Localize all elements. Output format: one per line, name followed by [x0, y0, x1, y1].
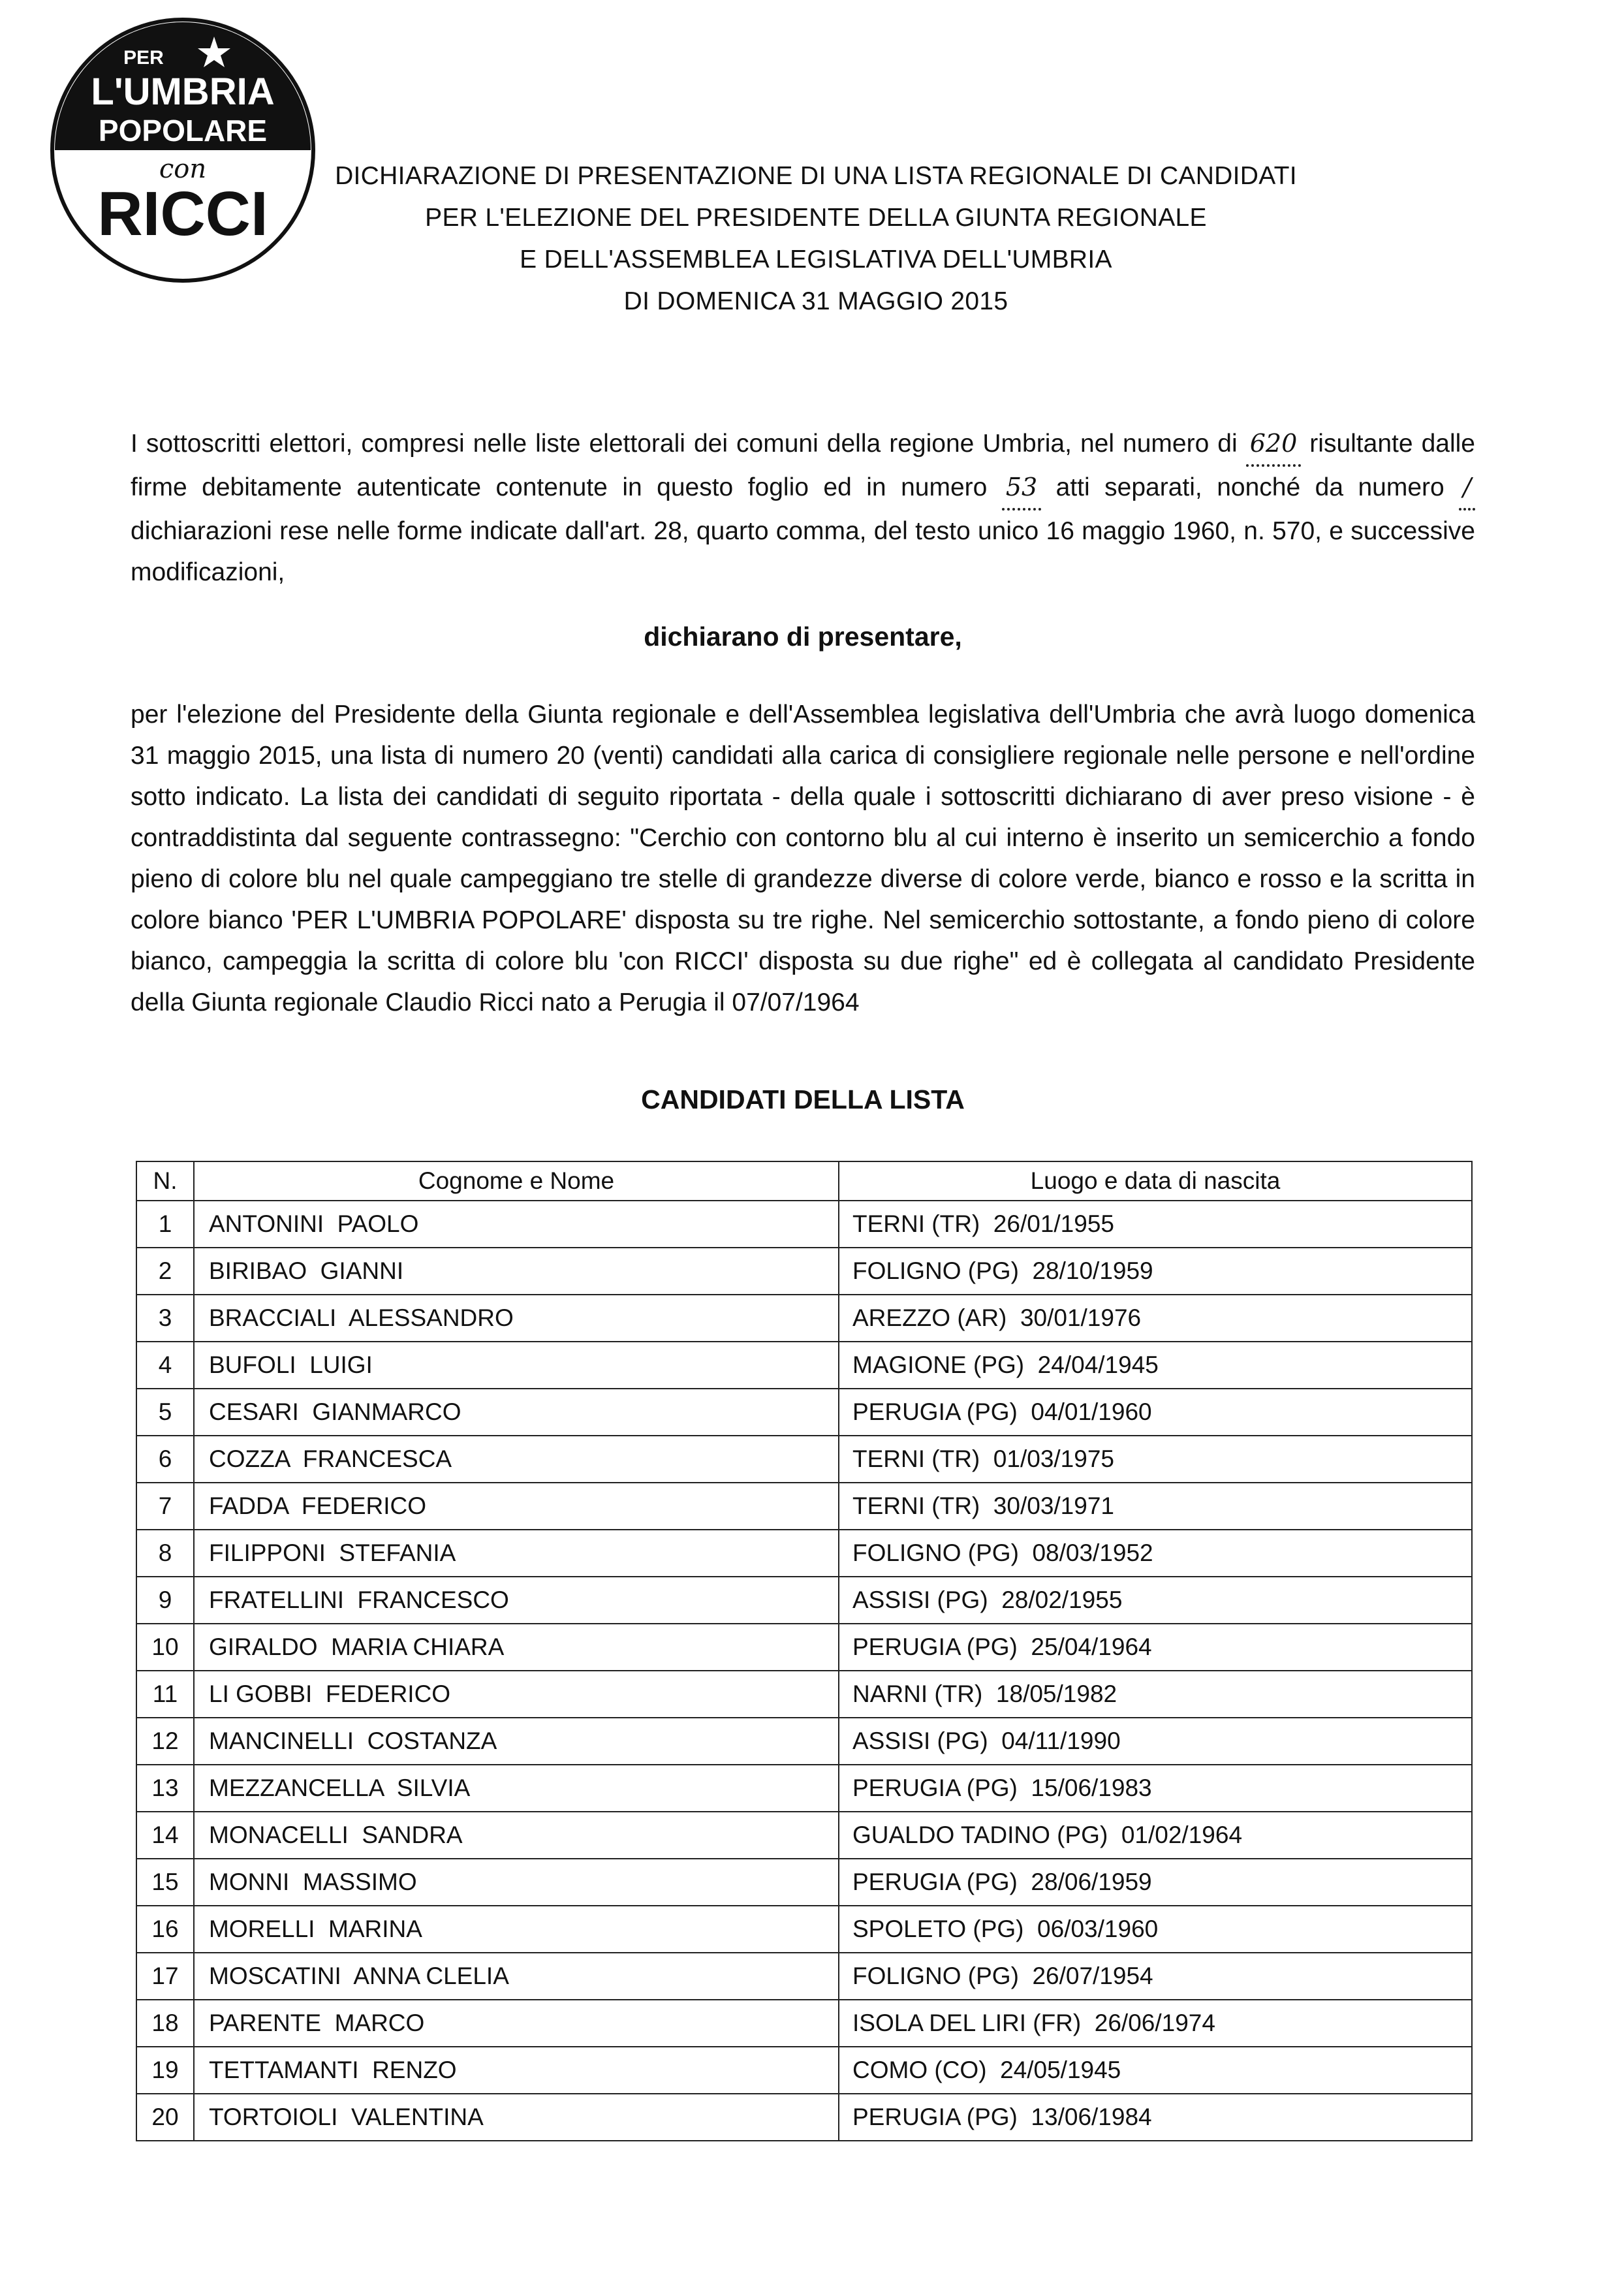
candidate-birth: COMO (CO) 24/05/1945 [839, 2047, 1472, 2094]
candidate-birth: SPOLETO (PG) 06/03/1960 [839, 1906, 1472, 1953]
candidate-number: 19 [136, 2047, 194, 2094]
candidate-number: 1 [136, 1201, 194, 1248]
heading-line-3: E DELL'ASSEMBLEA LEGISLATIVA DELL'UMBRIA [520, 245, 1112, 274]
body-paragraph: per l'elezione del Presidente della Giunta regionale e dell'Assemblea legislativa dell'Umbria che avrà luogo domenica 31 maggio 2015, una lista di numero 20 (venti) candidati alla carica di consigliere regionale nelle persone e nell'ordine sotto indicato. La lista dei candidati di seguito riportata - della quale i sottoscritti dichiarano di aver preso visione - è contraddistinta dal seguente contrassegno: "Cerchio con contorno blu al cui interno è inserito un semicerchio a fondo pieno di colore blu nel quale campeggiano tre stelle di grandezze diverse di colore verde, bianco e rosso e la scritta in colore bianco 'PER L'UMBRIA POPOLARE' disposta su tre righe. Nel semicerchio sottostante, a fondo pieno di colore bianco, campeggia la scritta di colore blu 'con RICCI' disposta su due righe" ed è collegata al candidato Presidente della Giunta regionale Claudio Ricci nato a Perugia il 07/07/1964 [131, 701, 1475, 1017]
candidate-birth: TERNI (TR) 26/01/1955 [839, 1201, 1472, 1248]
candidate-name: ANTONINI PAOLO [194, 1201, 839, 1248]
candidate-birth: FOLIGNO (PG) 28/10/1959 [839, 1248, 1472, 1295]
table-row [136, 1624, 1472, 1671]
candidate-birth: FOLIGNO (PG) 08/03/1952 [839, 1530, 1472, 1577]
candidate-name: BUFOLI LUIGI [194, 1342, 839, 1389]
intro-text-2: risultante dalle firme debitamente autenticate contenute in questo foglio ed in numero [131, 430, 1475, 501]
candidate-birth: PERUGIA (PG) 25/04/1964 [839, 1624, 1472, 1671]
intro-text-3: atti separati, nonché da numero [1055, 473, 1444, 501]
candidate-name: MONNI MASSIMO [194, 1859, 839, 1906]
candidate-name: TORTOIOLI VALENTINA [194, 2094, 839, 2141]
candidate-name: MONACELLI SANDRA [194, 1812, 839, 1859]
table-row [136, 1342, 1472, 1389]
candidate-name: MOSCATINI ANNA CLELIA [194, 1953, 839, 2000]
candidate-birth: NARNI (TR) 18/05/1982 [839, 1671, 1472, 1718]
heading-line-4: DI DOMENICA 31 MAGGIO 2015 [623, 287, 1008, 315]
candidate-number: 11 [136, 1671, 194, 1718]
candidate-birth: AREZZO (AR) 30/01/1976 [839, 1295, 1472, 1342]
candidate-number: 14 [136, 1812, 194, 1859]
candidate-number: 12 [136, 1718, 194, 1765]
candidate-number: 2 [136, 1248, 194, 1295]
candidate-name: COZZA FRANCESCA [194, 1436, 839, 1483]
table-row [136, 1671, 1472, 1718]
candidate-name: MORELLI MARINA [194, 1906, 839, 1953]
heading-line-1: DICHIARAZIONE DI PRESENTAZIONE DI UNA LISTA REGIONALE DI CANDIDATI [335, 162, 1297, 190]
candidate-name: LI GOBBI FEDERICO [194, 1671, 839, 1718]
table-row [136, 2047, 1472, 2094]
candidate-number: 3 [136, 1295, 194, 1342]
candidate-birth: MAGIONE (PG) 24/04/1945 [839, 1342, 1472, 1389]
candidate-birth: TERNI (TR) 30/03/1971 [839, 1483, 1472, 1530]
table-row [136, 1248, 1472, 1295]
intro-paragraph [131, 423, 1475, 593]
candidate-birth: PERUGIA (PG) 28/06/1959 [839, 1859, 1472, 1906]
candidate-name: CESARI GIANMARCO [194, 1389, 839, 1436]
candidate-number: 20 [136, 2094, 194, 2141]
candidate-number: 13 [136, 1765, 194, 1812]
header-name: Cognome e Nome [194, 1161, 839, 1201]
handwritten-separate-acts: 53 [1002, 467, 1041, 511]
header-number: N. [136, 1161, 194, 1201]
candidate-name: MANCINELLI COSTANZA [194, 1718, 839, 1765]
candidate-birth: FOLIGNO (PG) 26/07/1954 [839, 1953, 1472, 2000]
candidate-name: BIRIBAO GIANNI [194, 1248, 839, 1295]
candidate-number: 16 [136, 1906, 194, 1953]
logo-line-per: PER [123, 47, 164, 69]
table-row [136, 1718, 1472, 1765]
candidates-table [136, 1161, 1473, 2141]
candidate-number: 5 [136, 1389, 194, 1436]
candidate-name: BRACCIALI ALESSANDRO [194, 1295, 839, 1342]
candidate-name: MEZZANCELLA SILVIA [194, 1765, 839, 1812]
heading-line-2: PER L'ELEZIONE DEL PRESIDENTE DELLA GIUNTA REGIONALE [425, 204, 1207, 232]
candidate-birth: GUALDO TADINO (PG) 01/02/1964 [839, 1812, 1472, 1859]
candidate-name: TETTAMANTI RENZO [194, 2047, 839, 2094]
candidate-number: 15 [136, 1859, 194, 1906]
candidate-number: 9 [136, 1577, 194, 1624]
candidate-number: 17 [136, 1953, 194, 2000]
candidate-birth: PERUGIA (PG) 04/01/1960 [839, 1389, 1472, 1436]
candidate-name: FILIPPONI STEFANIA [194, 1530, 839, 1577]
table-row [136, 1436, 1472, 1483]
candidate-birth: TERNI (TR) 01/03/1975 [839, 1436, 1472, 1483]
table-row [136, 2094, 1472, 2141]
candidate-number: 10 [136, 1624, 194, 1671]
document-heading [261, 155, 1371, 323]
candidate-birth: ASSISI (PG) 04/11/1990 [839, 1718, 1472, 1765]
candidate-number: 6 [136, 1436, 194, 1483]
candidates-table-container [136, 1161, 1473, 2141]
candidate-birth: ISOLA DEL LIRI (FR) 26/06/1974 [839, 2000, 1472, 2047]
declare-title: dichiarano di presentare, [644, 622, 962, 652]
table-row [136, 1530, 1472, 1577]
logo-line-popolare: POPOLARE [98, 114, 268, 148]
handwritten-declarations: / [1459, 467, 1475, 511]
list-title: CANDIDATI DELLA LISTA [641, 1084, 965, 1114]
table-row [136, 1906, 1472, 1953]
candidate-name: GIRALDO MARIA CHIARA [194, 1624, 839, 1671]
table-row [136, 1812, 1472, 1859]
intro-text-4: dichiarazioni rese nelle forme indicate dall'art. 28, quarto comma, del testo unico 16 maggio 1960, n. 570, e successive modificazioni, [131, 517, 1475, 586]
candidate-birth: ASSISI (PG) 28/02/1955 [839, 1577, 1472, 1624]
candidate-number: 8 [136, 1530, 194, 1577]
logo-line-con: con [159, 154, 207, 184]
table-row [136, 1953, 1472, 2000]
candidate-birth: PERUGIA (PG) 13/06/1984 [839, 2094, 1472, 2141]
logo-line-umbria: L'UMBRIA [91, 71, 275, 113]
logo-line-ricci: RICCI [97, 179, 268, 249]
candidate-number: 4 [136, 1342, 194, 1389]
table-header-row [136, 1161, 1472, 1201]
candidate-birth: PERUGIA (PG) 15/06/1983 [839, 1765, 1472, 1812]
table-row [136, 1859, 1472, 1906]
candidate-number: 7 [136, 1483, 194, 1530]
table-row [136, 1765, 1472, 1812]
table-row [136, 2000, 1472, 2047]
intro-text-1: I sottoscritti elettori, compresi nelle liste elettorali dei comuni della regione Umbria, nel numero di [131, 430, 1238, 458]
candidate-name: FADDA FEDERICO [194, 1483, 839, 1530]
candidate-number: 18 [136, 2000, 194, 2047]
table-row [136, 1483, 1472, 1530]
candidate-name: PARENTE MARCO [194, 2000, 839, 2047]
table-row [136, 1389, 1472, 1436]
header-birth: Luogo e data di nascita [839, 1161, 1472, 1201]
table-row [136, 1577, 1472, 1624]
candidate-name: FRATELLINI FRANCESCO [194, 1577, 839, 1624]
handwritten-signature-count: 620 [1246, 423, 1302, 467]
table-row [136, 1295, 1472, 1342]
table-row [136, 1201, 1472, 1248]
